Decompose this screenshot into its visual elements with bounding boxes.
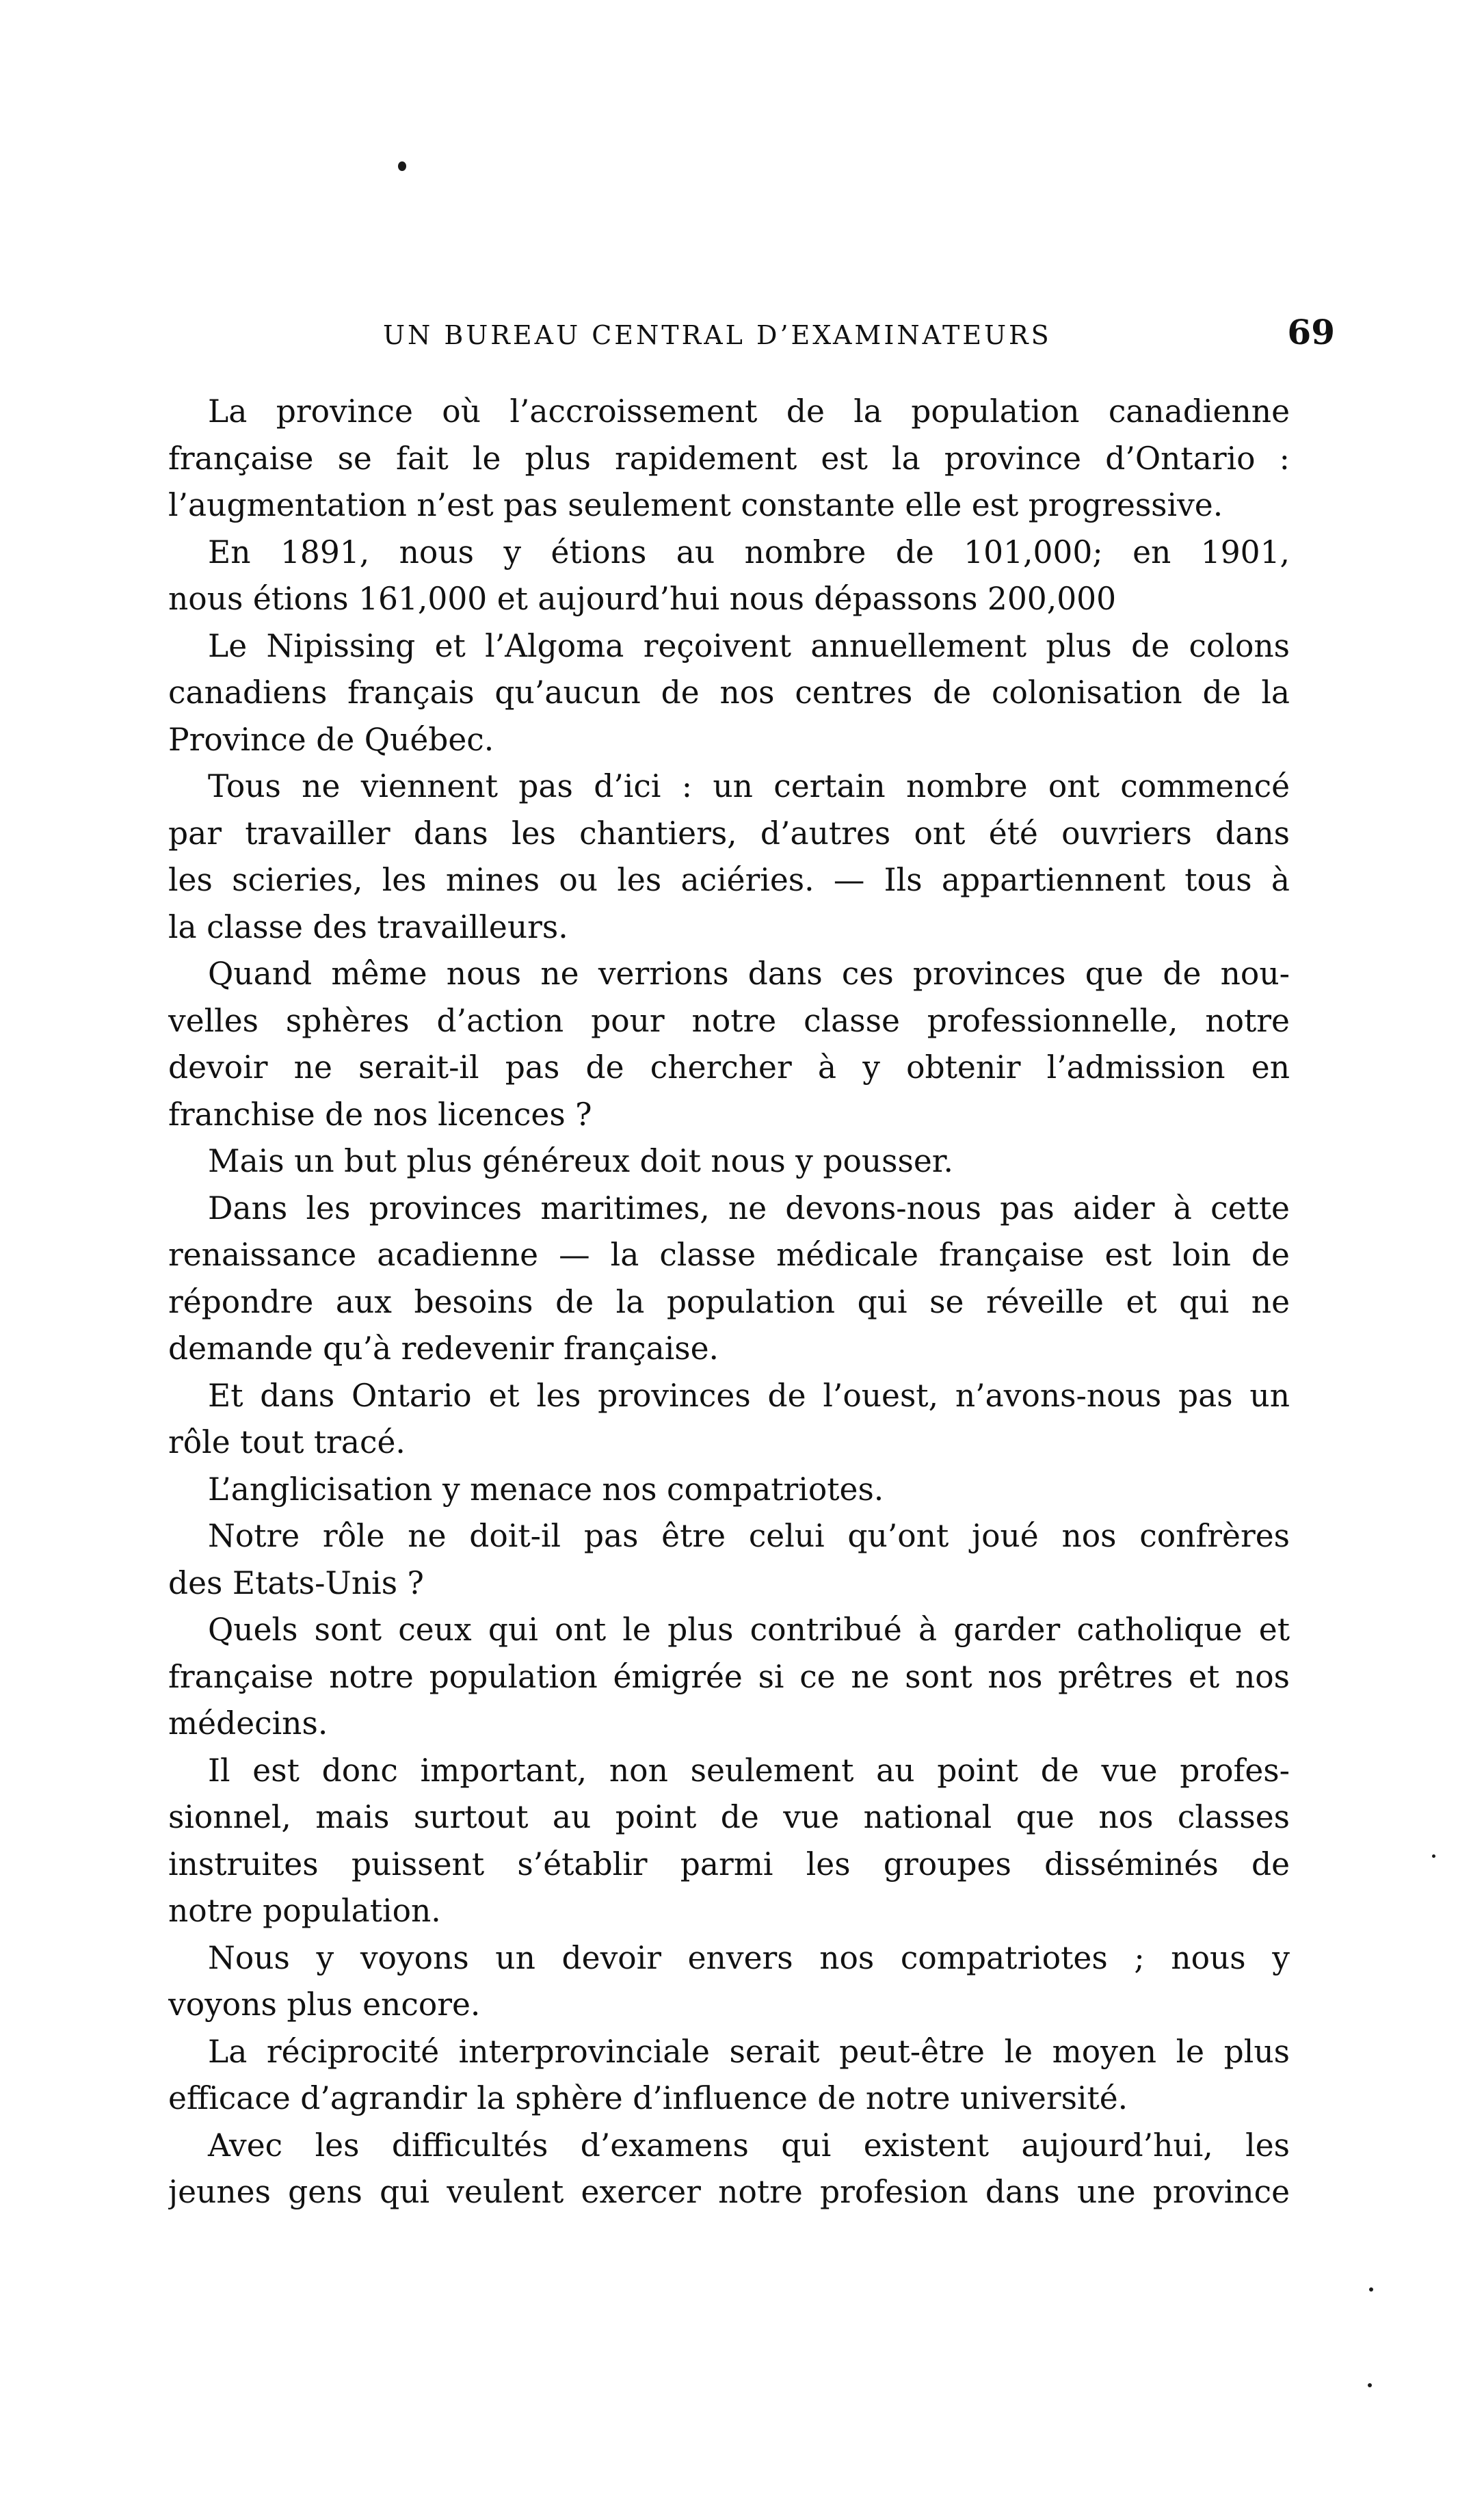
text-line: Mais un but plus généreux doit nous y pousser. bbox=[208, 1143, 953, 1179]
text-line: les scieries, les mines ou les aciéries. — Ils appartiennent tous à bbox=[168, 862, 1290, 898]
text-line: devoir ne serait-il pas de chercher à y obtenir l’admission en bbox=[168, 1049, 1290, 1086]
running-header bbox=[383, 309, 1335, 364]
text-line: notre population. bbox=[168, 1893, 441, 1929]
page-number: 69 bbox=[1287, 312, 1335, 352]
ink-speck bbox=[1369, 2287, 1373, 2292]
text-line: instruites puissent s’établir parmi les groupes disséminés de bbox=[168, 1846, 1290, 1882]
text-line: Province de Québec. bbox=[168, 721, 494, 758]
text-line: nous étions 161,000 et aujourd’hui nous dépassons 200,000 bbox=[168, 581, 1117, 617]
text-line: franchise de nos licences ? bbox=[168, 1096, 592, 1133]
text-line: demande qu’à redevenir française. bbox=[168, 1330, 719, 1367]
text-line: voyons plus encore. bbox=[168, 1986, 481, 2023]
text-line: Quand même nous ne verrions dans ces provinces que de nou- bbox=[208, 956, 1290, 992]
text-line: Le Nipissing et l’Algoma reçoivent annuellement plus de colons bbox=[208, 627, 1290, 664]
text-line: répondre aux besoins de la population qui se réveille et qui ne bbox=[168, 1283, 1290, 1320]
text-line: Notre rôle ne doit-il pas être celui qu’ont joué nos confrères bbox=[208, 1518, 1290, 1554]
text-line: Dans les provinces maritimes, ne devons-nous pas aider à cette bbox=[208, 1190, 1290, 1226]
text-line: sionnel, mais surtout au point de vue national que nos classes bbox=[168, 1799, 1290, 1835]
text-line: médecins. bbox=[168, 1705, 328, 1742]
text-line: Il est donc important, non seulement au point de vue profes- bbox=[208, 1752, 1290, 1789]
text-line: La province où l’accroissement de la population canadienne bbox=[208, 393, 1290, 430]
text-line: l’augmentation n’est pas seulement constante elle est progressive. bbox=[168, 487, 1223, 523]
text-line: française se fait le plus rapidement est la province d’Ontario : bbox=[168, 440, 1290, 477]
text-line: La réciprocité interprovinciale serait peut-être le moyen le plus bbox=[208, 2033, 1290, 2070]
text-line: Tous ne viennent pas d’ici : un certain nombre ont commencé bbox=[208, 768, 1290, 804]
text-line: des Etats-Unis ? bbox=[168, 1564, 424, 1601]
text-line: française notre population émigrée si ce ne sont nos prêtres et nos bbox=[168, 1658, 1290, 1695]
text-line: jeunes gens qui veulent exercer notre profesion dans une province bbox=[168, 2174, 1290, 2210]
text-line: renaissance acadienne — la classe médicale française est loin de bbox=[168, 1237, 1290, 1273]
text-line: la classe des travailleurs. bbox=[168, 908, 568, 945]
text-line: efficace d’agrandir la sphère d’influence de notre université. bbox=[168, 2080, 1128, 2116]
text-line: Avec les difficultés d’examens qui existent aujourd’hui, les bbox=[208, 2127, 1290, 2164]
ink-speck bbox=[1432, 1854, 1435, 1858]
text-line: par travailler dans les chantiers, d’autres ont été ouvriers dans bbox=[168, 815, 1290, 852]
text-line: Et dans Ontario et les provinces de l’ouest, n’avons-nous pas un bbox=[208, 1377, 1290, 1414]
ink-speck bbox=[1368, 2383, 1372, 2387]
text-line: canadiens français qu’aucun de nos centres de colonisation de la bbox=[168, 674, 1290, 711]
text-line: rôle tout tracé. bbox=[168, 1424, 406, 1460]
text-line: Quels sont ceux qui ont le plus contribué à garder catholique et bbox=[208, 1612, 1290, 1648]
text-line: L’anglicisation y menace nos compatriotes. bbox=[208, 1471, 884, 1508]
body-text bbox=[168, 389, 1290, 2216]
text-line: velles sphères d’action pour notre classe professionnelle, notre bbox=[168, 1002, 1290, 1039]
ink-speck bbox=[398, 161, 406, 171]
text-line: En 1891, nous y étions au nombre de 101,000; en 1901, bbox=[208, 534, 1290, 570]
text-line: Nous y voyons un devoir envers nos compatriotes ; nous y bbox=[208, 1939, 1290, 1976]
running-title: UN BUREAU CENTRAL D’EXAMINATEURS bbox=[383, 320, 1052, 350]
